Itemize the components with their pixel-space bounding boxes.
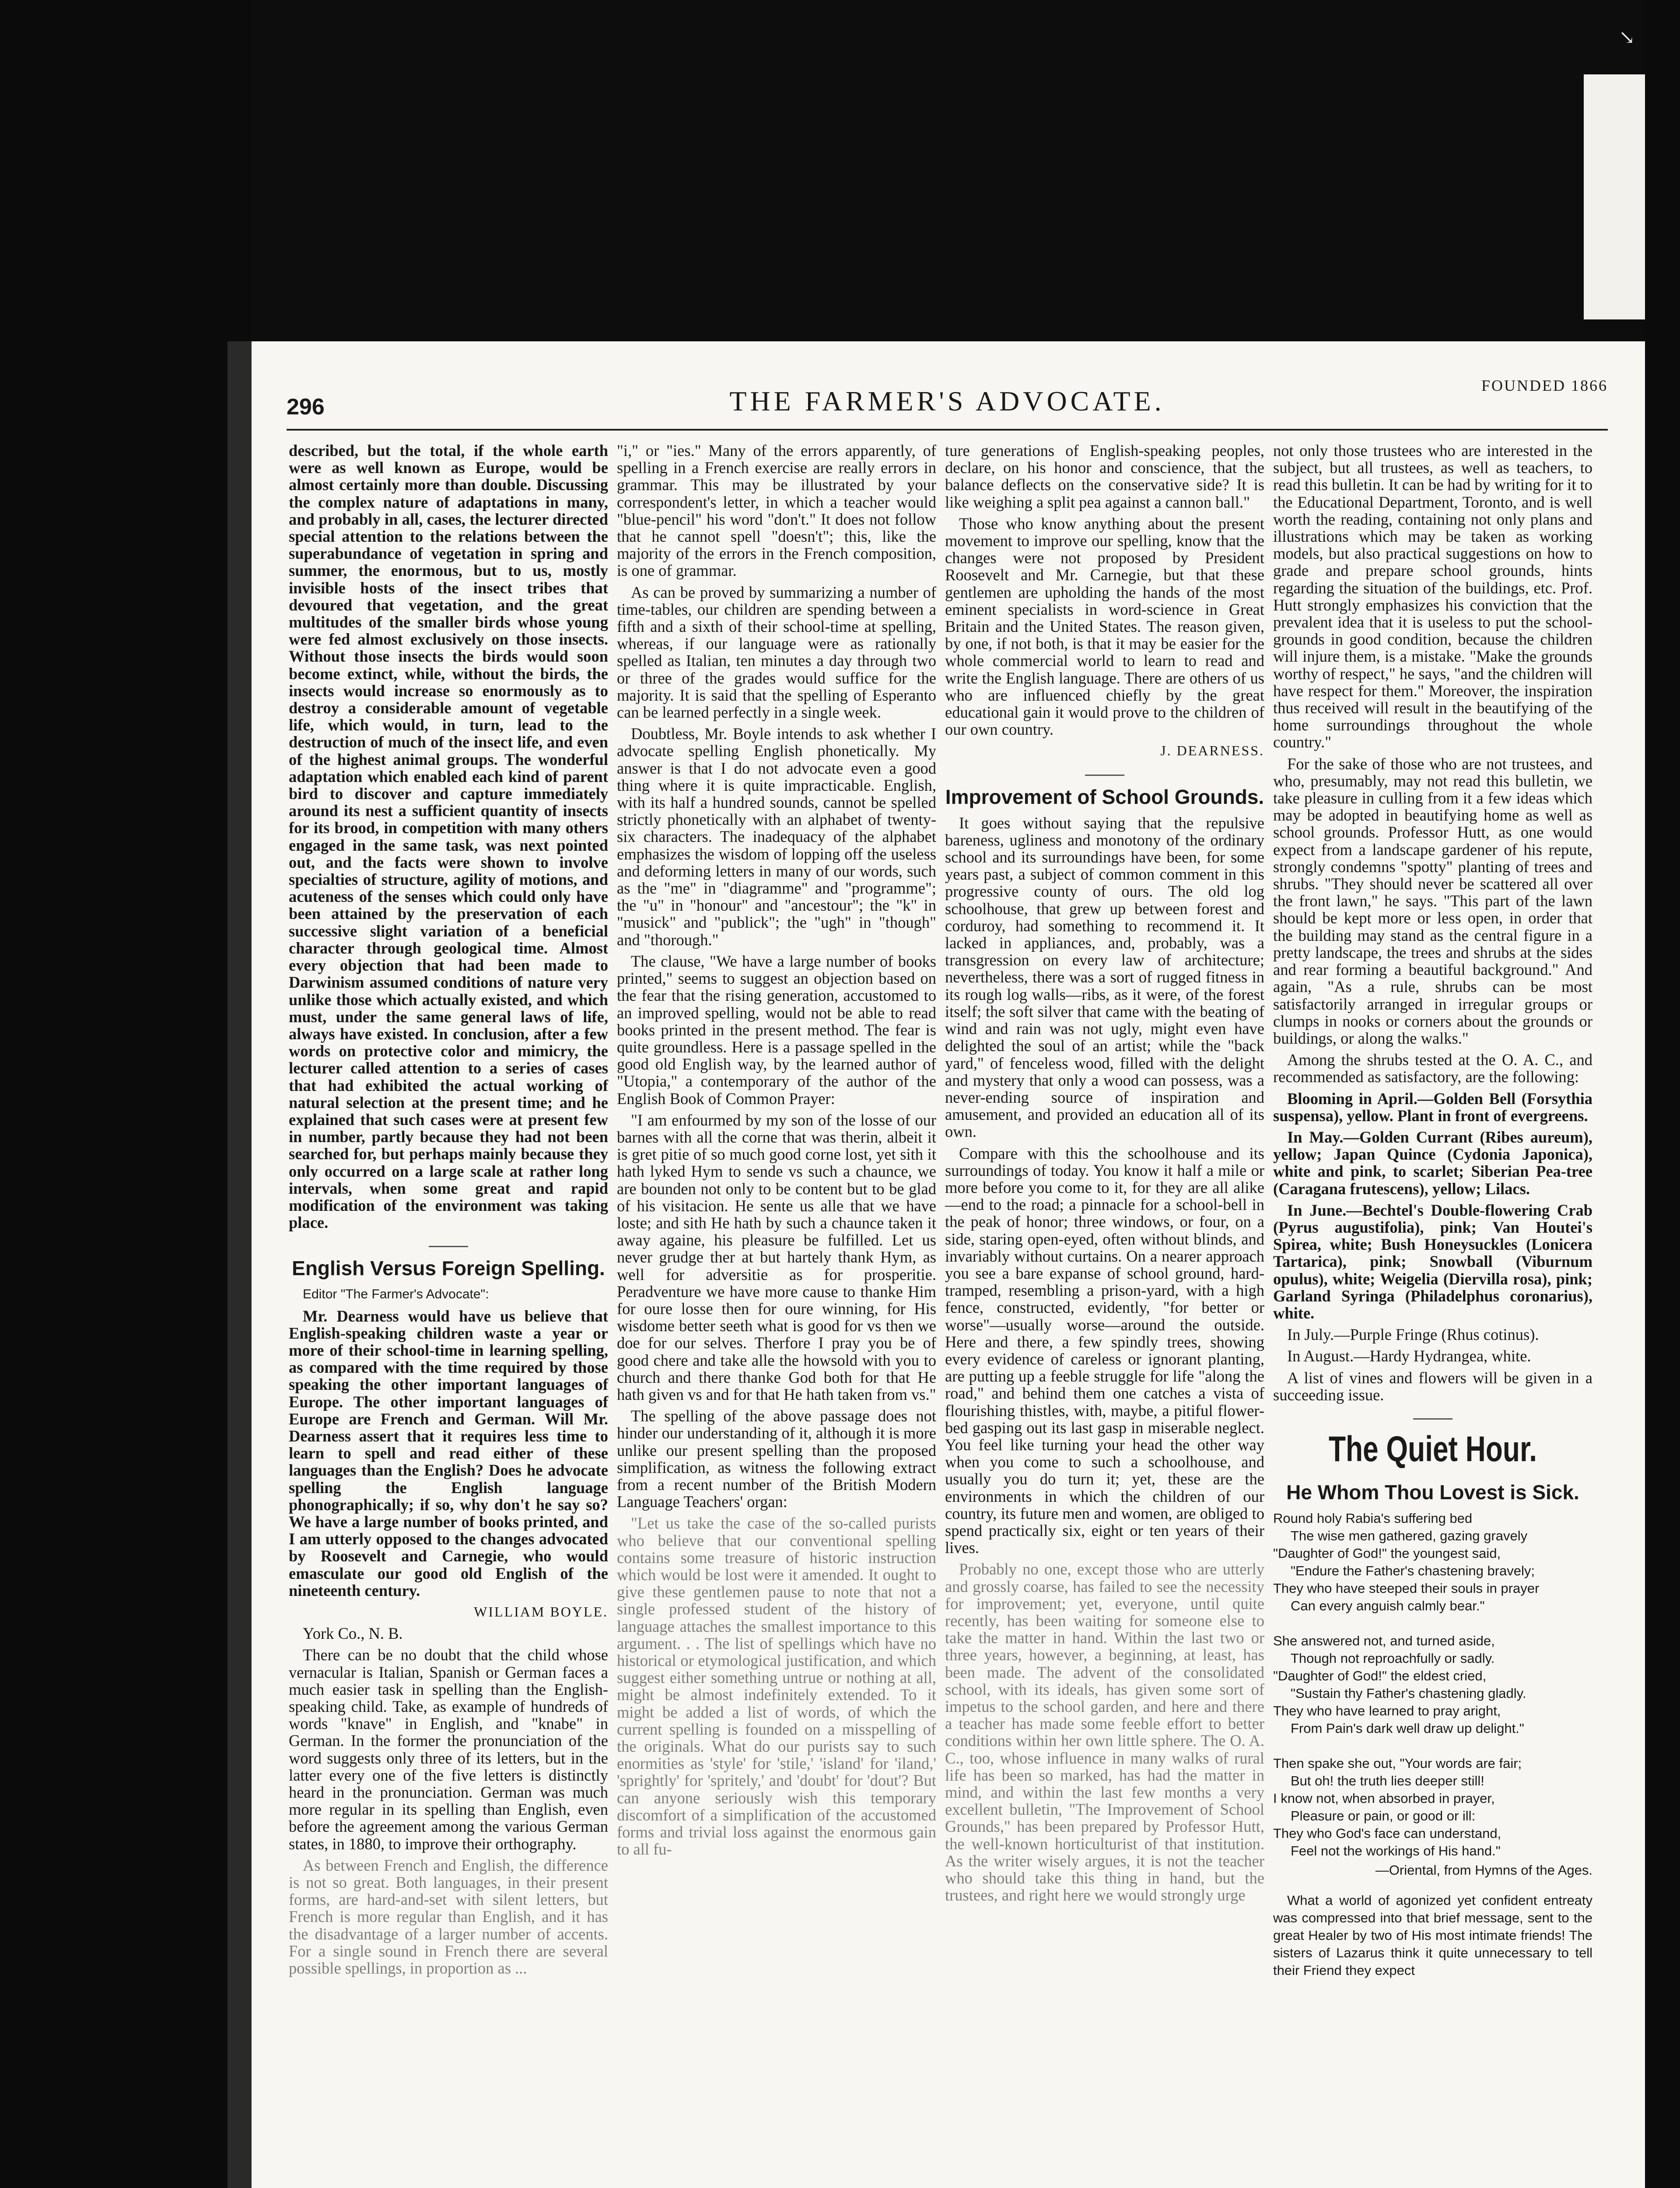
- article-paragraph: It goes without saying that the repulsive bareness, ugliness and monotony of the ordinary school and its surroundings have been, for some years past, a subject of common comment in this progressive county of ours. The old log schoolhouse, that grew up between forest and corduroy, had something to recommend it. It lacked in appliances, and, probably, was a transgression on every law of architecture; nevertheless, there was a sort of rugged fitness in its rough log walls—ribs, as it were, of the forest itself; the soft silver that came with the beating of wind and rain was not ugly, might even have delighted the soul of an artist; while the "back yard," of fenceless wood, filled with the delight and mystery that only a wood can possess, was a never-ending source of inspiration and amusement, and provided an education all of its own.: [945, 813, 1264, 1141]
- masthead-title: THE FARMER'S ADVOCATE.: [729, 386, 1165, 417]
- reply-paragraph: Those who know anything about the present movement to improve our spelling, know that the changes were not proposed by President Roosevelt and Mr. Carnegie, but that these gentlemen are upholding the hands of the most eminent specialists in word-science in Great Britain and the United States. The reason given, by one, if not both, is that it may be easier for the whole commercial world to learn to read and write the English language. There are others of us who are influenced chiefly by the great educational gain it would prove to the children of our own country.: [945, 514, 1264, 739]
- poem-line: The wise men gathered, gazing gravely: [1291, 1528, 1528, 1543]
- page-edge-shadow: [228, 341, 254, 2188]
- poem-line: They who have learned to pray aright,: [1273, 1703, 1501, 1718]
- poem-title: He Whom Thou Lovest is Sick.: [1286, 1480, 1579, 1504]
- article-paragraph: A list of vines and flowers will be given in a succeeding issue.: [1273, 1368, 1592, 1404]
- poem-source: —Oriental, from Hymns of the Ages.: [1375, 1862, 1592, 1878]
- shrub-list-item: In May.—Golden Currant (Ribes aureum), yellow; Japan Quince (Cydonia Japonica), white and pink, to scarlet; Siberian Pea-tree (Caragana frutescens), yellow; Lilacs.: [1273, 1128, 1592, 1198]
- poem-line: But oh! the truth lies deeper still!: [1291, 1773, 1484, 1788]
- quoted-passage: "Let us take the case of the so-called purists who believe that our conventional spelling contains some treasure of historic instruction which would be lost were it amended. It ought to give these gentlemen pause to note that not a single professed student of the history of language attaches the smallest importance to this argument. . . The list of spellings which have no historical or etymological justification, and which suggest either something untrue or nothing at all, might be almost indefinitely extended. To it might be added a list of words, of which the current spelling is founded on a misspelling of the originals. What do our purists say to such enormities as 'style' for 'stile,' 'island' for 'iland,' 'sprightly' for 'spritely,' and 'doubt' for 'dout'? But can anyone seriously wish this temporary discomfort of a simplification of the accustomed forms and trivial loss against the enormous gain to all fu-: [617, 1514, 936, 1858]
- header-rule: [287, 429, 1608, 431]
- poem-line: They who have steeped their souls in prayer: [1273, 1580, 1540, 1596]
- scanner-border-left: [0, 0, 252, 2188]
- article-paragraph: For the sake of those who are not trustees, and who, presumably, may not read this bulletin, we take pleasure in culling from it a few ideas which may be adopted in beautifying home as well as school grounds. Professor Hutt, as one would expect from a landscape gardener of his repute, strongly condemns "spotty" planting of trees and shrubs. "They should never be scattered all over the front lawn," he says. "This part of the lawn should be kept more or less open, in order that the building may stand as the central figure in a pretty landscape, the trees and shrubs at the sides and rear forming a beautiful background." And again, "As a rule, shrubs can be most satisfactorily arranged in irregular groups or clumps in nooks or corners about the grounds or buildings, or along the walks.": [1273, 754, 1592, 1047]
- column-4: [1273, 442, 1592, 1984]
- column-1: [289, 442, 608, 1981]
- reply-paragraph: The spelling of the above passage does not hinder our understanding of it, although it is more unlike our present spelling than the proposed simplification, as witness the following extract from a recent number of the British Modern Language Teachers' organ:: [617, 1407, 936, 1511]
- poem: [1273, 1510, 1592, 1860]
- poem-line: They who God's face can understand,: [1273, 1825, 1502, 1841]
- section-title: The Quiet Hour.: [1328, 1429, 1537, 1469]
- article-paragraph: What a world of agonized yet confident entreaty was compressed into that brief message, sent to the great Healer by two of His most intimate friends! The sisters of Lazarus think it quite unnecessary to tell their Friend they expect: [1273, 1893, 1592, 1978]
- column-3: [945, 442, 1264, 1908]
- reply-paragraph: Doubtless, Mr. Boyle intends to ask whether I advocate spelling English phonetically. My answer is that I do not advocate even a good thing where it is quite impracticable. English, with its half a hundred sounds, cannot be spelled strictly phonetically with an alphabet of twenty-six characters. The inadequacy of the alphabet emphasizes the wisdom of lopping off the useless and deforming letters in many of our words, such as the "me" in "diagramme" and "programme"; the "u" in "honour" and "ancestour"; the "k" in "musick" and "publick"; the "ugh" in "though" and "thorough.": [617, 725, 936, 949]
- letter-paragraph: Mr. Dearness would have us believe that English-speaking children waste a year or more of their school-time in learning spelling, as compared with the time required by those speaking the other important languages of Europe. The other important languages of Europe are French and German. Will Mr. Dearness assert that it requires less time to learn to spell and read either of these languages than the English? Does he advocate spelling the English language phonographically; if so, why don't he say so? We have a large number of books printed, and I am utterly opposed to the changes advocated by Roosevelt and Carnegie, who would emasculate our good old English of the nineteenth century.: [289, 1307, 608, 1599]
- quoted-passage: "I am enfourmed by my son of the losse of our barnes with all the corne that was therin, albeit it is gret pitie of so much good corne lost, yet sith it hath lyked Hym to sende vs such a chaunce, we are bounden not only to be content but to be glad of his visitacion. He sente us alle that we have loste; and sith He hath by such a chaunce taken it away againe, his pleasure be fulfilled. Let us never grudge ther at but hartely thank Hym, as well for adversitie as for prosperitie. Peradventure we have more cause to thanke Him for oure losse then for oure winning, for His wisdome better seeth what is good for vs then we doe for our selves. Therfore I pray you be of good chere and take alle the howsold with you to church and there thanke God both for that He hath given vs and for that He hath taken from vs.": [617, 1111, 936, 1403]
- poem-line: She answered not, and turned aside,: [1273, 1633, 1495, 1648]
- scanner-background: [0, 92, 1680, 354]
- letter-signature: WILLIAM BOYLE.: [474, 1604, 608, 1620]
- shrub-list-item: In June.—Bechtel's Double-flowering Crab (Pyrus augustifolia), pink; Van Houtei's Spirea, white; Bush Honeysuckles (Lonicera Tartarica), pink; Snowball (Viburnum opulus), white; Weigelia (Diervilla rosa), pink; Garland Syringa (Philadelphus coronarius), white.: [1273, 1201, 1592, 1322]
- section-divider: [1413, 1418, 1452, 1420]
- founded-note: FOUNDED 1866: [1481, 377, 1608, 394]
- poem-line: I know not, when absorbed in prayer,: [1273, 1790, 1495, 1806]
- poem-line: Then spake she out, "Your words are fair;: [1273, 1755, 1522, 1771]
- poem-line: "Endure the Father's chastening bravely;: [1291, 1563, 1535, 1578]
- reply-signature: J. DEARNESS.: [1160, 743, 1264, 759]
- shrub-list-item: In August.—Hardy Hydrangea, white.: [1287, 1347, 1531, 1365]
- reply-paragraph: "i," or "ies." Many of the errors apparently, of spelling in a French exercise are really errors in grammar. This may be illustrated by your correspondent's letter, in which a teacher would "blue-pencil" his word "don't." It does not follow that he cannot spell "doesn't"; this, like the majority of the errors in the French composition, is one of grammar.: [617, 442, 936, 580]
- paper-tab: [1584, 74, 1645, 319]
- poem-line: Round holy Rabia's suffering bed: [1273, 1510, 1473, 1526]
- page-header: [287, 376, 1608, 429]
- poem-line: Can every anguish calmly bear.": [1291, 1598, 1485, 1613]
- column-2: [617, 442, 936, 1862]
- scanner-border-right: [1645, 0, 1680, 2188]
- article-paragraph: not only those trustees who are interested in the subject, but all trustees, as well as teachers, to read this bulletin. It can be had by writing for it to the Educational Department, Toronto, and is well worth the reading, containing not only plans and illustrations which may be taken as working models, but also practical suggestions on how to grade and prepare school grounds, hints regarding the situation of the buildings, etc. Prof. Hutt strongly emphasizes his conviction that the prevalent idea that it is useless to put the school-grounds in good condition, because the children will injure them, is a mistake. "Make the grounds worthy of respect," he says, "and the children will have respect for them." Moreover, the inspiration thus received will result in the beautifying of the home surroundings throughout the whole country.": [1273, 442, 1592, 751]
- poem-line: Though not reproachfully or sadly.: [1291, 1650, 1495, 1666]
- article-heading: Improvement of School Grounds.: [945, 785, 1264, 808]
- scanner-border-top: [0, 0, 1680, 92]
- shrub-list-item: Blooming in April.—Golden Bell (Forsythia suspensa), yellow. Plant in front of evergreens.: [1273, 1089, 1592, 1125]
- newspaper-page: [252, 341, 1645, 2188]
- poem-line: From Pain's dark well draw up delight.": [1291, 1720, 1524, 1736]
- poem-line: "Sustain thy Father's chastening gladly.: [1291, 1685, 1526, 1701]
- reply-paragraph: As can be proved by summarizing a number of time-tables, our children are spending between a fifth and a sixth of their school-time at spelling, whereas, if our language were as rationally spelled as Italian, ten minutes a day through two or three of the grades would suffice for the majority. It is said that the spelling of Esperanto can be learned perfectly in a single week.: [617, 583, 936, 722]
- editor-salutation: Editor "The Farmer's Advocate":: [303, 1287, 489, 1302]
- article-paragraph: Probably no one, except those who are utterly and grossly coarse, has failed to see the necessity for improvement; yet, everyone, until quite recently, has been waiting for someone else to take the matter in hand. Within the last two or three years, however, a beginning, at least, has been made. The advent of the consolidated school, with its ideals, has given some sort of impetus to the school garden, and here and there a teacher has made some feeble effort to better conditions within her own little sphere. The O. A. C., too, whose influence in many walks of rural life has been so marked, has had the matter in mind, and within the last few months a very excellent bulletin, "The Improvement of School Grounds," has been prepared by Professor Hutt, the well-known horticulturist of that institution. As the writer wisely argues, it is not the teacher who should take this thing in hand, but the trustees, and right here we would strongly urge: [945, 1560, 1264, 1904]
- article-paragraph: Compare with this the schoolhouse and its surroundings of today. You know it half a mile or more before you come to it, for they are all alike—end to the road; a pinnacle for a school-bell in the peak of honor; three windows, or four, on a side, staring open-eyed, often without blinds, and invariably without curtains. On a nearer approach you see a bare expanse of school ground, hard-tramped, resembling a prison-yard, with a high fence, constructed, evidently, "for better or worse"—usually worse—around the outside. Here and there, a few spindly trees, showing every evidence of careless or ignorant planting, are putting up a feeble struggle for life "along the road," and behind them one catches a vista of flourishing thistles, with, maybe, a pitiful flower-bed gasping out its last gasp in miserable neglect. You feel like turning your head the other way when you come to such a schoolhouse, and usually you do turn it; yet, these are the environments in which the children of our country, its future men and women, are obliged to spend practically six, eight or ten years of their lives.: [945, 1144, 1264, 1557]
- reply-paragraph: As between French and English, the difference is not so great. Both languages, in their present forms, are hard-and-set with silent letters, but French is more regular than English, and it has the disadvantage of a larger number of accents. For a single sound in French there are several possible spellings, in proportion as ...: [289, 1856, 608, 1978]
- lecture-paragraph: described, but the total, if the whole earth were as well known as Europe, would be almost certainly more than double. Discussing the complex nature of adaptations in many, and probably in all, cases, the lecturer directed special attention to the relations between the superabundance of vegetation in spring and summer, the enormous, but to us, mostly invisible hosts of the insect tribes that devoured that vegetation, and the great multitudes of the smaller birds whose young were fed almost exclusively on those insects. Without those insects the birds would soon become extinct, while, without the birds, the insects would increase so enormously as to destroy a considerable amount of vegetable life, which would, in turn, lead to the destruction of much of the insect life, and even of the highest animal groups. The wonderful adaptation which enabled each kind of parent bird to discover and capture immediately around its nest a sufficient quantity of insects for its brood, in competition with many others engaged in the same task, was next pointed out, and the facts were shown to involve specialties of structure, agility of motions, and acuteness of the senses which could only have been attained by the preservation of each successive slight variation of a beneficial character through geological time. Almost every objection that had been made to Darwinism assumed conditions of nature very unlike those which actually existed, and which must, under the same general laws of life, always have existed. In conclusion, after a few words on protective color and mimicry, the lecturer called attention to a series of cases that had exhibited the actual working of natural selection at the present time; and he explained that such cases were at present few in number, partly because they had not been searched for, but perhaps mainly because they only occurred on a large scale at rather long intervals, when some great and rapid modification of the environment was taking place.: [289, 442, 608, 1232]
- section-divider: [429, 1246, 468, 1247]
- corner-mark: ↘: [1619, 27, 1635, 48]
- poem-gap: [1273, 1615, 1592, 1632]
- reply-paragraph: The clause, "We have a large number of books printed," seems to suggest an objection based on the fear that the rising generation, accustomed to an improved spelling, would not be able to read books printed in the present method. The fear is quite groundless. Here is a passage spelled in the good old English way, by the learned author of "Utopia," a contemporary of the author of the English Book of Common Prayer:: [617, 952, 936, 1108]
- reply-paragraph: There can be no doubt that the child whose vernacular is Italian, Spanish or German faces a much easier task in spelling than the English-speaking child. Take, as example of hundreds of words "knave" in English, and "knabe" in German. In the former the pronunciation of the word suggests only three of its letters, but in the latter every one of the five letters is distinctly heard in the pronunciation. German was much more regular in its spelling than English, even before the agreement among the various German states, in 1880, to improve their orthography.: [289, 1646, 608, 1853]
- page-number: 296: [287, 394, 325, 420]
- poem-line: Feel not the workings of His hand.": [1291, 1843, 1501, 1858]
- section-divider: [1085, 775, 1124, 776]
- poem-gap: [1273, 1737, 1592, 1755]
- article-paragraph: Among the shrubs tested at the O. A. C., and recommended as satisfactory, are the following:: [1273, 1051, 1592, 1086]
- reply-paragraph: ture generations of English-speaking peoples, declare, on his honor and conscience, that the balance deflects on the conservative side? It is like weighing a split pea against a cannon ball.": [945, 442, 1264, 511]
- shrub-list-item: In July.—Purple Fringe (Rhus cotinus).: [1287, 1325, 1539, 1344]
- poem-line: "Daughter of God!" the youngest said,: [1273, 1545, 1501, 1561]
- letter-place: York Co., N. B.: [303, 1624, 403, 1643]
- poem-line: "Daughter of God!" the eldest cried,: [1273, 1668, 1487, 1683]
- poem-line: Pleasure or pain, or good or ill:: [1291, 1808, 1476, 1823]
- article-heading: English Versus Foreign Spelling.: [292, 1257, 605, 1280]
